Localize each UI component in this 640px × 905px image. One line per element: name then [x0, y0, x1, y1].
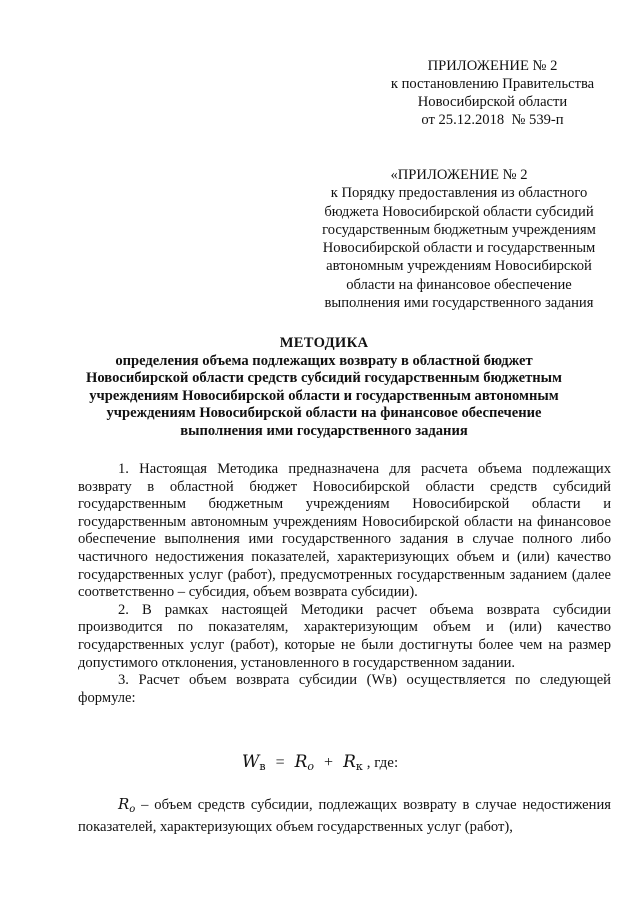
paragraph-1: 1. Настоящая Методика предназначена для расчета объема подлежащих возврату в областной бюджет Новосибирской области средств субсидий государственным бюджетным учреждениям Новосибирской области и государственным автономным учреждениям Новосибирской области на финансовое обеспечение выполнения ими государственного задания в случае полного либо частичного недостижения показателей, характеризующих объем и (или) качество государственных услуг (работ), предусмотренных государственным заданием (далее соответственно – субсидия, объем возврата субсидии). — [78, 461, 611, 601]
paragraph-3: 3. Расчет объем возврата субсидии (Wв) осуществляется по следующей формуле: — [78, 672, 611, 706]
title-subheading-line: Новосибирской области средств субсидий государственным бюджетным — [86, 370, 562, 387]
appendix-line: к постановлению Правительства — [390, 76, 595, 92]
formula — [0, 752, 640, 773]
appendix-line: бюджета Новосибирской области субсидий — [324, 203, 594, 220]
title-subheading-line: учреждениям Новосибирской области на финансовое обеспечение — [106, 405, 542, 422]
title-heading: МЕТОДИКА — [279, 335, 369, 351]
title-subheading-line: выполнения ими государственного задания — [180, 422, 468, 439]
formula-term-rk: $R_к$ — [343, 752, 363, 773]
appendix-line: автономным учреждениям Новосибирской — [326, 258, 592, 275]
appendix-line: «ПРИЛОЖЕНИЕ № 2 — [390, 167, 528, 183]
document-body — [78, 461, 611, 707]
title-subheading-line: определения объема подлежащих возврату в областной бюджет — [115, 352, 533, 369]
appendix-line: Новосибирской области и государственным — [322, 240, 596, 257]
definition-text: – объем средств субсидии, подлежащих возврату в случае недостижения показателей, характеризующих объем государственных услуг (работ), — [78, 797, 611, 835]
formula-plus: + — [324, 754, 334, 771]
appendix-header-procedure — [300, 166, 618, 312]
definition-ro — [78, 796, 611, 836]
appendix-line: от 25.12.2018 № 539-п — [421, 112, 564, 128]
definition-paragraph — [78, 796, 611, 836]
appendix-line: области на финансовое обеспечение — [346, 276, 572, 293]
formula-equals: = — [275, 754, 285, 771]
definition-symbol: $R_o$ — [118, 795, 136, 815]
formula-term-ro: $R_o$ — [294, 752, 315, 773]
appendix-line: к Порядку предоставления из областного — [330, 185, 588, 202]
paragraph-2: 2. В рамках настоящей Методики расчет объема возврата субсидии производится по показателям, характеризующим объем и (или) качество государственных услуг (работ), которые не были достигнуты более чем на размер допустимого отклонения, установленного в государственном задании. — [78, 601, 611, 671]
formula-tail: , где: — [366, 755, 399, 771]
appendix-line: Новосибирской области — [417, 94, 568, 110]
title-subheading-line: учреждениям Новосибирской области и государственным автономным — [89, 387, 559, 404]
appendix-line: выполнения ими государственного задания — [324, 295, 594, 312]
appendix-line: государственным бюджетным учреждениям — [322, 221, 596, 238]
appendix-line: ПРИЛОЖЕНИЕ № 2 — [427, 58, 558, 74]
document-title — [78, 335, 570, 441]
appendix-header-government-decree — [380, 57, 605, 129]
formula-lhs: $W_в$ — [241, 752, 266, 773]
